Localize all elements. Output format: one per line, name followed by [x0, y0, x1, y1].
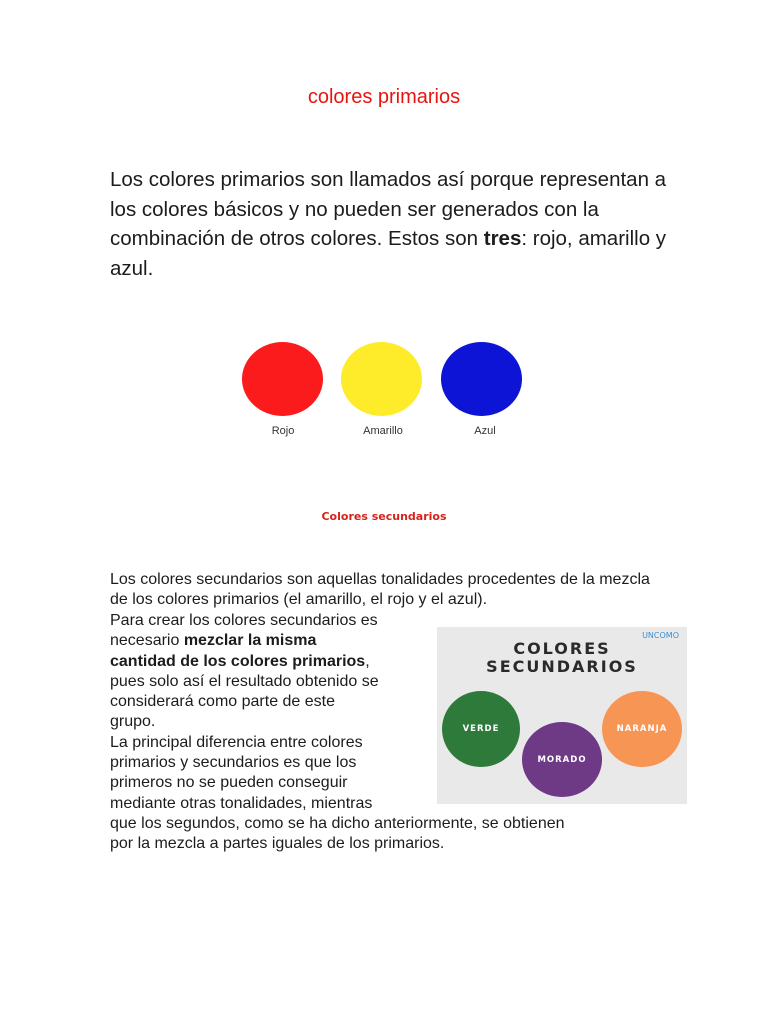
yellow-label: Amarillo: [363, 425, 403, 437]
section-subtitle: Colores secundarios: [321, 510, 447, 523]
intro-text-end: : rojo, amarillo y azul.: [110, 227, 667, 280]
p3-line-1: La principal diferencia entre colores: [110, 733, 363, 751]
p2-line-6: grupo.: [110, 713, 156, 731]
orange-label: NARANJA: [616, 724, 668, 734]
orange-circle: [602, 691, 682, 767]
intro-paragraph: [110, 165, 670, 283]
p2-line-1: Para crear los colores secundarios es: [110, 612, 378, 629]
red-circle: [242, 342, 323, 416]
p2-line-5: considerará como parte de este: [110, 693, 336, 711]
secondary-paragraph-1: Los colores secundarios son aquellas tonalidades procedentes de la mezcla de los colores primarios (el amarillo, el rojo y el azul).: [110, 571, 650, 609]
green-circle: [442, 691, 520, 767]
p3-line-6: por la mezcla a partes iguales de los primarios.: [110, 835, 445, 853]
page-title: colores primarios: [307, 86, 461, 108]
p2-line-4: pues solo así el resultado obtenido se: [110, 672, 379, 690]
secondary-colors-figure: [437, 627, 687, 804]
p2-comma: ,: [365, 652, 370, 670]
blue-label: Azul: [474, 425, 496, 437]
red-label: Rojo: [271, 425, 295, 437]
figure-heading-2: SECUNDARIOS: [486, 657, 638, 676]
primary-colors-figure: [230, 320, 535, 460]
figure-heading-1: COLORES: [513, 639, 611, 658]
p2-bold-1: mezclar la misma: [183, 632, 317, 650]
intro-text: Los colores primarios son llamados así porque representan a los colores básicos y no pueden ser generados con la combinación de otros colores. Estos son: [110, 168, 667, 250]
p2-line-2-text: necesario: [110, 632, 184, 650]
intro-bold: tres: [483, 227, 522, 250]
p3-line-2: primarios y secundarios es que los: [110, 754, 357, 772]
p2-bold-2: cantidad de los colores primarios: [110, 652, 366, 670]
p3-line-3: primeros no se pueden conseguir: [110, 774, 348, 792]
p3-line-5: que los segundos, como se ha dicho anteriormente, se obtienen: [110, 815, 565, 832]
yellow-circle: [341, 342, 422, 416]
brand-logo: UNCOMO: [642, 631, 679, 640]
secondary-paragraph-3-end: [110, 814, 670, 855]
p2-line-3: [110, 652, 440, 672]
purple-circle: [522, 722, 602, 797]
p3-line-4: mediante otras tonalidades, mientras: [110, 794, 373, 812]
purple-label: MORADO: [537, 754, 587, 765]
green-label: VERDE: [462, 724, 500, 734]
secondary-paragraph-2: [110, 611, 440, 814]
p2-line-2: [110, 631, 440, 651]
blue-circle: [441, 342, 522, 416]
